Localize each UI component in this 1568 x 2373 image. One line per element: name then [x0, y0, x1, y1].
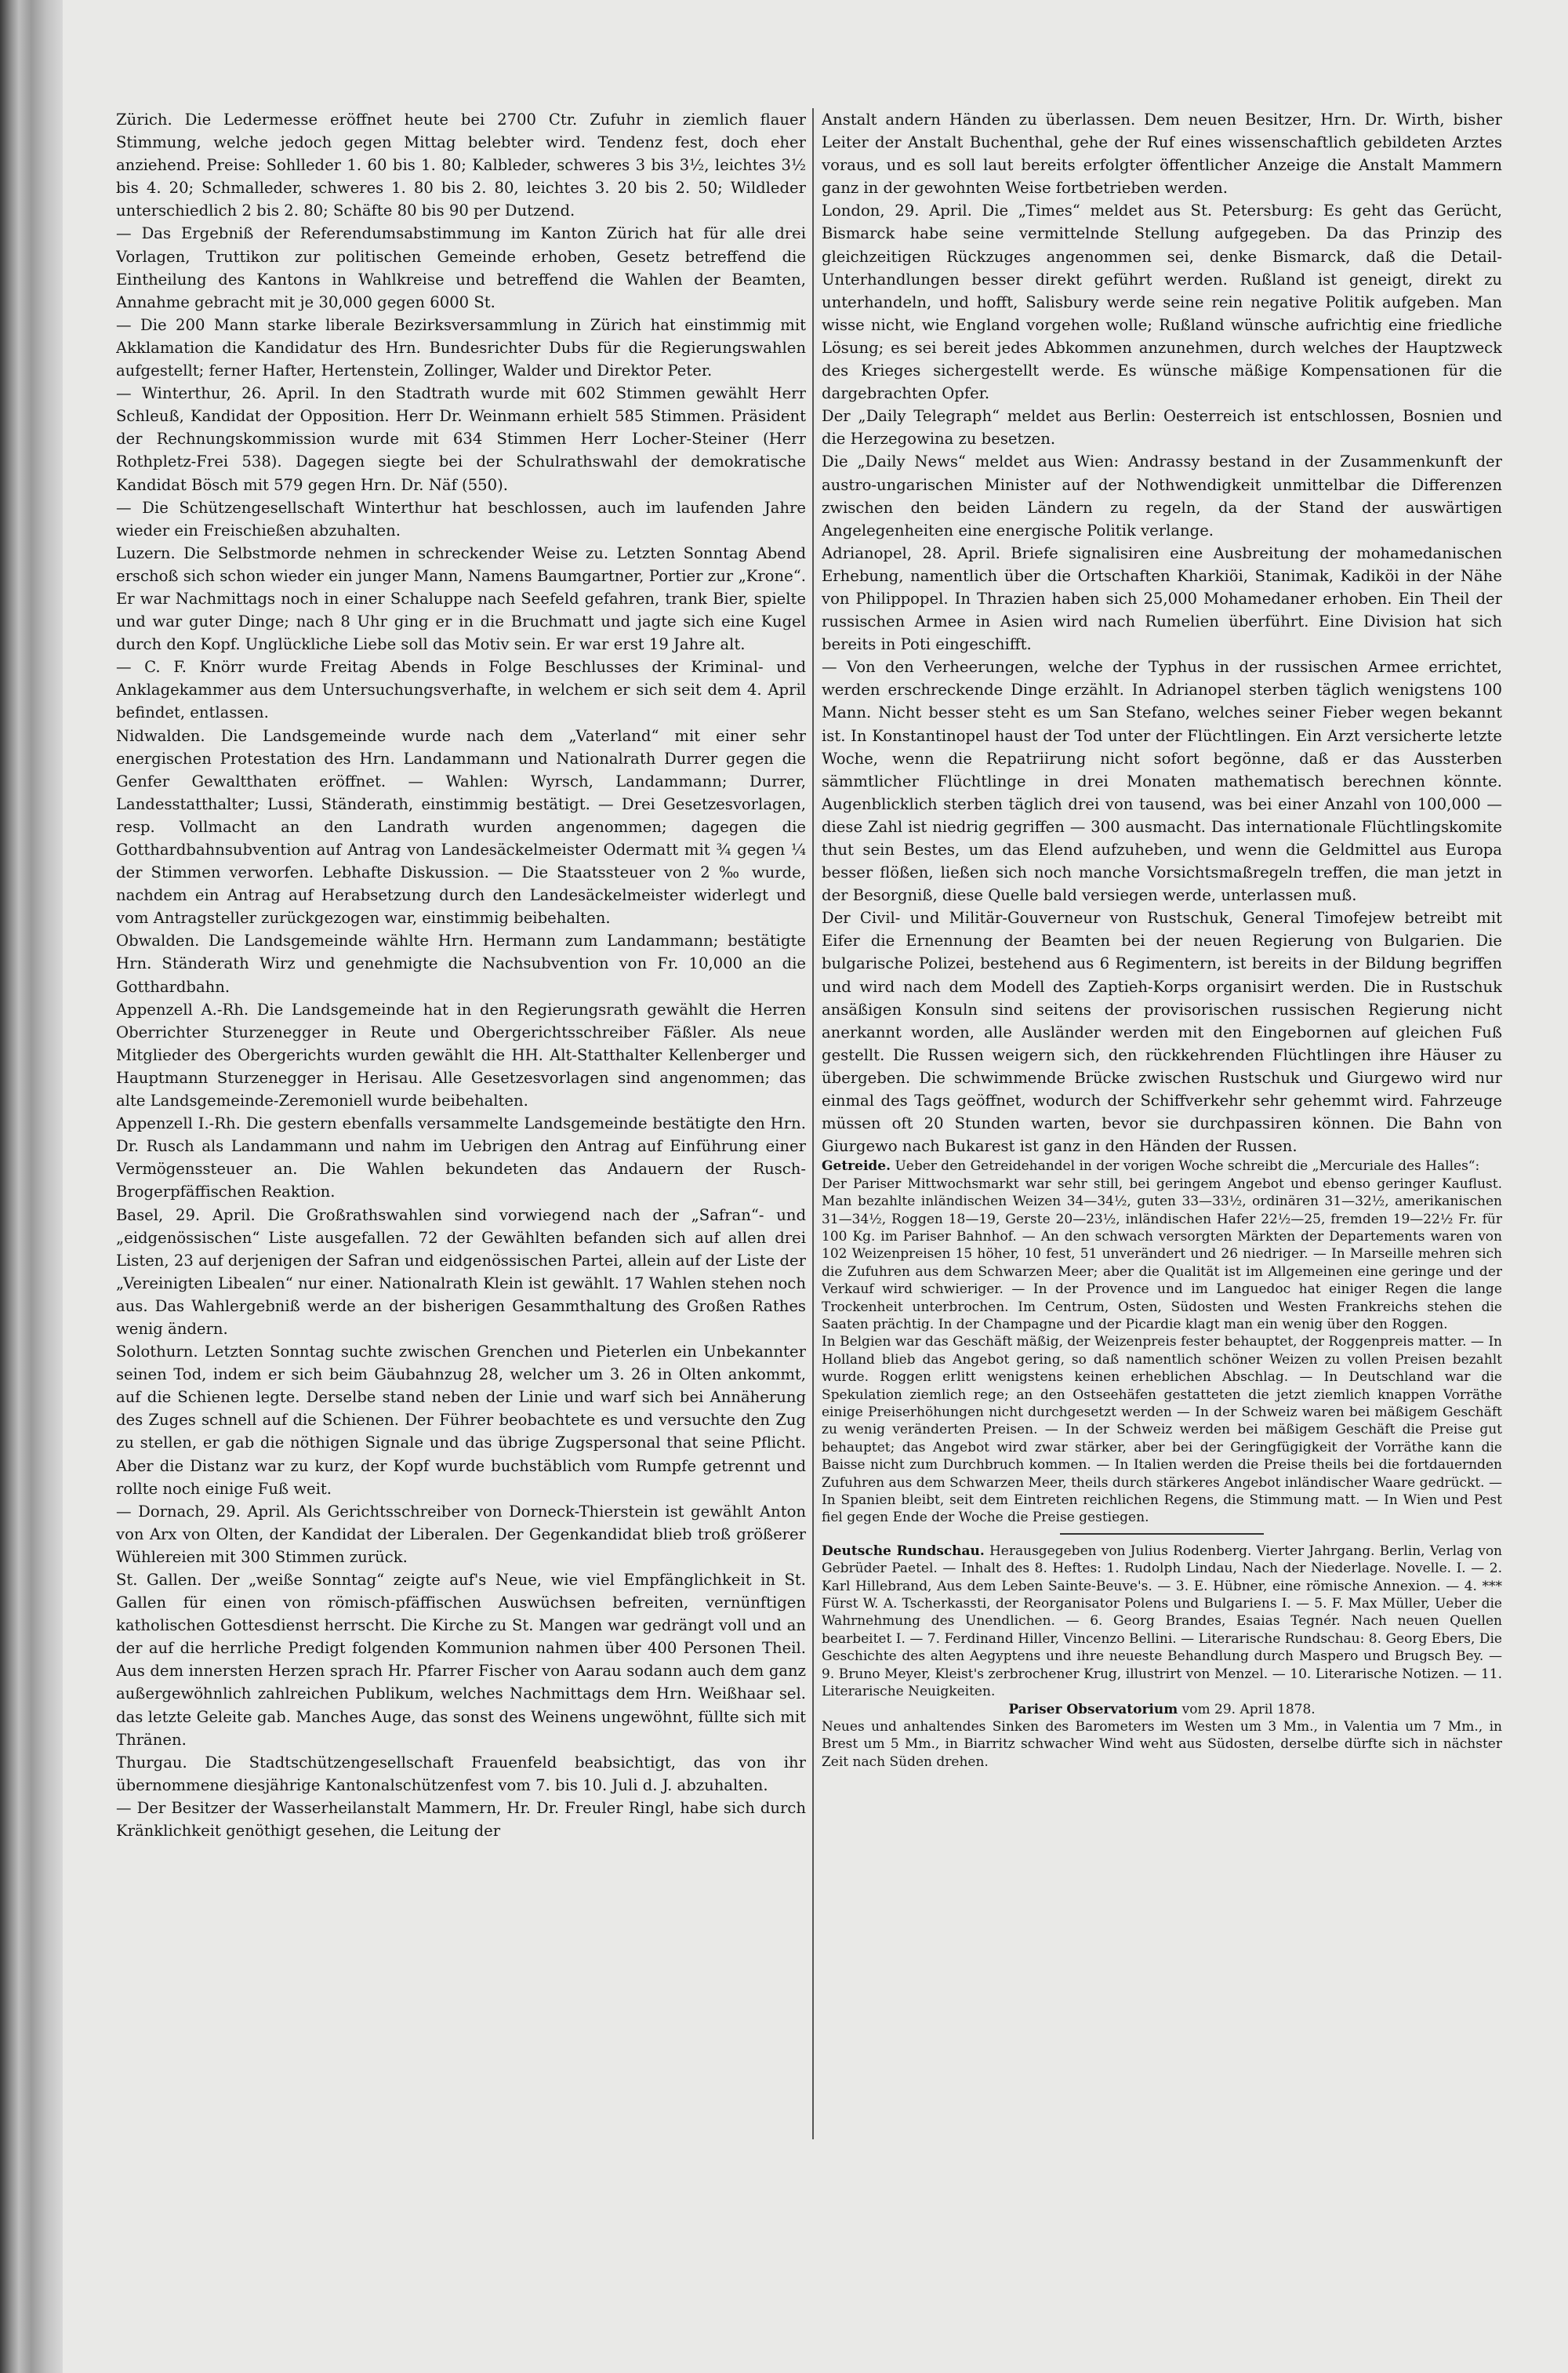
observatory-title	[822, 1701, 1502, 1718]
article-paragraph: Basel, 29. April. Die Großrathswahlen sind vorwiegend nach der „Safran“- und „eidgenössischen“ Liste ausgefallen. 72 der Gewählten befanden sich auf allen drei Listen, 23 auf derjenigen der Safran und eidgenössischen Partei, allein auf der Liste der „Vereinigten Libealen“ nur einer. Nationalrath Klein ist gewählt. 17 Wahlen stehen noch aus. Das Wahlergebniß werde an der bisherigen Gesammthaltung des Großen Rathes wenig ändern.	[116, 1205, 806, 1338]
article-paragraph: — Winterthur, 26. April. In den Stadtrath wurde mit 602 Stimmen gewählt Herr Schleuß, Kandidat der Opposition. Herr Dr. Weinmann erhielt 585 Stimmen. Präsident der Rechnungskommission wurde mit 634 Stimmen Herr Locher-Steiner (Herr Rothpletz-Frei 538). Dagegen siegte bei der Schulrathswahl der demokratische Kandidat Bösch mit 579 gegen Hrn. Dr. Näf (550).	[116, 384, 806, 494]
article-paragraph: St. Gallen. Der „weiße Sonntag“ zeigte auf's Neue, wie viel Empfänglichkeit in St. Gallen für einen von römisch-pfäffischen Auswüchsen befreiten, vernünftigen katholischen Gottesdienst herrscht. Die Kirche zu St. Mangen war gedrängt voll und an der auf die herrliche Predigt folgenden Kommunion nahmen über 400 Personen Theil. Aus dem innersten Herzen sprach Hr. Pfarrer Fischer von Aarau sodann auch dem ganz außergewöhnlich zahlreichen Publikum, welches Nachmittags dem Hrn. Weißhaar sel. das letzte Geleite gab. Manches Auge, das sonst des Weinens ungewöhnt, füllte sich mit Thränen.	[116, 1571, 806, 1749]
article-paragraph: Die „Daily News“ meldet aus Wien: Andrassy bestand in der Zusammenkunft der austro-ungarischen Minister auf der Nothwendigkeit unmittelbar die Differenzen zwischen den beiden Ländern zu regeln, da der Stand der auswärtigen Angelegenheiten eine energische Politik verlange.	[822, 452, 1502, 540]
observatory-notice	[822, 1701, 1502, 1772]
article-paragraph: Appenzell I.-Rh. Die gestern ebenfalls versammelte Landsgemeinde bestätigte den Hrn. Dr. Rusch als Landammann und nahm im Uebrigen den Antrag auf Einführung einer Vermögenssteuer an. Die Wahlen bekundeten das Andauern der Rusch-Brogerpfäffischen Reaktion.	[116, 1114, 806, 1201]
article-paragraph: Anstalt andern Händen zu überlassen. Dem neuen Besitzer, Hrn. Dr. Wirth, bisher Leiter der Anstalt Buchenthal, gehe der Ruf eines wissenschaftlich gebildeten Arztes voraus, und es soll laut bereits erfolgter öffentlicher Anzeige die Anstalt Mammern ganz in der gewohnten Weise fortbetrieben werden.	[822, 111, 1502, 198]
article-paragraph: London, 29. April. Die „Times“ meldet aus St. Petersburg: Es geht das Gerücht, Bismarck habe seine vermittelnde Stellung aufgegeben. Da das Prinzip des gleichzeitigen Rückzuges angenommen sei, denke Bismarck, daß die Detail-Unterhandlungen besser direkt geführt werden. Rußland ist geneigt, direkt zu unterhandeln, und hofft, Salisbury werde seine rein negative Politik aufgeben. Man wisse nicht, wie England vorgehen wolle; Rußland wünsche aufrichtig eine friedliche Lösung; es sei bereit jedes Abkommen anzunehmen, durch welches der Hauptzweck des Krieges sichergestellt werde. Es wünsche mäßige Kompensationen für die dargebrachten Opfer.	[822, 202, 1502, 403]
article-paragraph: — Dornach, 29. April. Als Gerichtsschreiber von Dorneck-Thierstein ist gewählt Anton von Arx von Olten, der Kandidat der Liberalen. Der Gegenkandidat blieb troß größerer Wühlereien mit 300 Stimmen zurück.	[116, 1502, 806, 1566]
right-column	[822, 108, 1502, 2147]
article-paragraph: — Von den Verheerungen, welche der Typhus in der russischen Armee errichtet, werden erschreckende Dinge erzählt. In Adrianopel sterben täglich wenigstens 100 Mann. Nicht besser steht es um San Stefano, welches seiner Fieber wegen bekannt ist. In Konstantinopel haust der Tod unter der Flüchtlingen. Ein Arzt versicherte letzte Woche, wenn die Repatriirung nicht sofort begönne, daß er das Aussterben sämmtlicher Flüchtlinge in drei Monaten mathematisch berechnen könnte. Augenblicklich sterben täglich drei von tausend, was bei einer Anzahl von 100,000 — diese Zahl ist niedrig gegriffen — 300 ausmacht. Das internationale Flüchtlingskomite thut sein Bestes, um das Elend aufzuheben, und wenn die Geldmittel aus Europa besser flößen, ließen sich noch manche Vorsichtsmaßregeln treffen, die man jetzt in der Besorgniß, diese Quelle bald versiegen werde, unterlassen muß.	[822, 658, 1502, 905]
article-paragraph: Obwalden. Die Landsgemeinde wählte Hrn. Hermann zum Landammann; bestätigte Hrn. Ständerath Wirz und genehmigte die Nachsubvention von Fr. 10,000 an die Gotthardbahn.	[116, 932, 806, 996]
book-gutter	[0, 0, 63, 2373]
market-lead: Getreide.	[822, 1158, 891, 1175]
article-paragraph: Solothurn. Letzten Sonntag suchte zwischen Grenchen und Pieterlen ein Unbekannter seinen Tod, indem er sich beim Gäubahnzug 28, welcher um 3. 26 in Olten ankommt, auf die Schienen legte. Derselbe stand neben der Linie und warf sich bei Annäherung des Zuges schnell auf die Schienen. Der Führer beobachtete es und versuchte den Zug zu stellen, er gab die nöthigen Signale und das übrige Zugspersonal that seine Pflicht. Aber die Distanz war zu kurz, der Kopf wurde buchstäblich vom Rumpfe getrennt und rollte noch einige Fuß weit.	[116, 1343, 806, 1498]
market-report	[822, 1157, 1502, 1527]
review-body: Herausgegeben von Julius Rodenberg. Vierter Jahrgang. Berlin, Verlag von Gebrüder Paetel. — Inhalt des 8. Heftes: 1. Rudolph Lindau, Nach der Niederlage. Novelle. I. — 2. Karl Hillebrand, Aus dem Leben Sainte-Beuve's. — 3. E. Hübner, eine römische Annexion. — 4. *** Fürst W. A. Tscherkassti, der Reorganisator Polens und Bulgariens I. — 5. F. Max Müller, Ueber die Wahrnehmung des Unendlichen. — 6. Georg Brandes, Esaias Tegnér. Nach neuen Quellen bearbeitet I. — 7. Ferdinand Hiller, Vincenzo Bellini. — Literarische Rundschau: 8. Georg Ebers, Die Geschichte des alten Aegyptens und ihre neueste Behandlung durch Maspero und Brugsch Bey. — 9. Bruno Meyer, Kleist's zerbrochener Krug, illustrirt von Menzel. — 10. Literarische Notizen. — 11. Literarische Neuigkeiten.	[822, 1543, 1502, 1700]
review-lead: Deutsche Rundschau.	[822, 1543, 985, 1559]
market-paragraph: In Belgien war das Geschäft mäßig, der Weizenpreis fester behauptet, der Roggenpreis matter. — In Holland blieb das Angebot gering, so daß namentlich schöner Weizen zu vollen Preisen bezahlt wurde. Roggen erlitt wenigstens keinen erheblichen Abschlag. — In Deutschland war die Spekulation ziemlich rege; an den Ostseehäfen gestatteten die jetzt ziemlich knappen Vorräthe einige Preiserhöhungen nicht durchgesetzt werden — In der Schweiz waren bei mäßigem Geschäft zu wenig veränderten Preisen. — In der Schweiz werden bei mäßigem Geschäft die Preise gut behauptet; das Angebot wird zwar stärker, aber bei der Geringfügigkeit der Vorräthe kann die Baisse nicht zum Durchbruch kommen. — In Italien werden die Preise theils bei die fortdauernden Zufuhren aus dem Schwarzen Meer, theils durch stärkeres Angebot inländischer Waare gedrückt. — In Spanien bleibt, seit dem Eintreten reichlichen Regens, die Stimmung matt. — In Wien und Pest fiel gegen Ende der Woche die Preise gestiegen.	[822, 1334, 1502, 1526]
article-paragraph: — C. F. Knörr wurde Freitag Abends in Folge Beschlusses der Kriminal- und Anklagekammer aus dem Untersuchungsverhafte, in welchem er sich seit dem 4. April befindet, entlassen.	[116, 658, 806, 722]
article-paragraph: Der „Daily Telegraph“ meldet aus Berlin: Oesterreich ist entschlossen, Bosnien und die Herzegowina zu besetzen.	[822, 407, 1502, 449]
market-intro	[822, 1157, 1502, 1175]
market-paragraph: Der Pariser Mittwochsmarkt war sehr still, bei geringem Angebot und ebenso geringer Kauflust. Man bezahlte inländischen Weizen 34—34½, guten 33—33½, ordinären 31—32½, amerikanischen 31—34½, Roggen 18—19, Gerste 20—23½, inländischen Hafer 22½—25, fremden 19—22½ Fr. für 100 Kg. im Pariser Bahnhof. — An den schwach versorgten Märkten der Departements waren von 102 Weizenpreisen 15 höher, 10 fest, 51 unverändert und 26 niedriger. — In Marseille mehren sich die Zufuhren aus dem Schwarzen Meer; aber die Qualität ist im Allgemeinen eine geringe und der Verkauf wird schwieriger. — In der Provence und im Languedoc hat einiger Regen die lange Trockenheit unterbrochen. Im Centrum, Osten, Südosten und Westen Frankreichs stehen die Saaten prächtig. In der Champagne und der Picardie klagt man ein wenig über den Roggen.	[822, 1176, 1502, 1332]
article-paragraph: Thurgau. Die Stadtschützengesellschaft Frauenfeld beabsichtigt, das von ihr übernommene diesjährige Kantonalschützenfest vom 7. bis 10. Juli d. J. abzuhalten.	[116, 1753, 806, 1794]
article-paragraph: — Die Schützengesellschaft Winterthur hat beschlossen, auch im laufenden Jahre wieder ein Freischießen abzuhalten.	[116, 498, 806, 540]
section-rule	[1060, 1533, 1264, 1535]
article-paragraph: Zürich. Die Ledermesse eröffnet heute bei 2700 Ctr. Zufuhr in ziemlich flauer Stimmung, welche jedoch gegen Mittag belebter wird. Tendenz fest, doch eher anziehend. Preise: Sohlleder 1. 60 bis 1. 80; Kalbleder, schweres 3 bis 3½, leichtes 3½ bis 4. 20; Schmalleder, schweres 1. 80 bis 2. 80, leichtes 3. 20 bis 2. 50; Wildleder unterschiedlich 2 bis 2. 80; Schäfte 80 bis 90 per Dutzend.	[116, 111, 806, 220]
market-intro-text: Ueber den Getreidehandel in der vorigen Woche schreibt die „Mercuriale des Halles“:	[891, 1158, 1480, 1175]
left-column	[116, 108, 806, 2147]
observatory-title-rest: vom 29. April 1878.	[1178, 1701, 1316, 1717]
observatory-text: Neues und anhaltendes Sinken des Barometers im Westen um 3 Mm., in Valentia um 7 Mm., in Brest um 5 Mm., in Biarritz schwacher Wind weht aus Südosten, derselbe dürfte sich in nächster Zeit nach Süden drehen.	[822, 1718, 1502, 1770]
article-paragraph: — Das Ergebniß der Referendumsabstimmung im Kanton Zürich hat für alle drei Vorlagen, Truttikon zur politischen Gemeinde erhoben, Gesetz betreffend die Eintheilung des Kantons in Wahlkreise und betreffend die Wahlen der Beamten, Annahme gebracht mit je 30,000 gegen 6000 St.	[116, 224, 806, 311]
article-paragraph: Adrianopel, 28. April. Briefe signalisiren eine Ausbreitung der mohamedanischen Erhebung, namentlich über die Ortschaften Kharkiöi, Stanimak, Kadiköi in der Nähe von Philippopel. In Thrazien haben sich 25,000 Mohamedaner erhoben. Ein Theil der russischen Armee in Asien wird nach Rumelien überführt. Eine Division hat sich bereits in Poti eingeschifft.	[822, 543, 1502, 654]
review-notice	[822, 1543, 1502, 1701]
observatory-lead: Pariser Observatorium	[1008, 1701, 1178, 1717]
review-text	[822, 1543, 1502, 1701]
article-paragraph: — Die 200 Mann starke liberale Bezirksversammlung in Zürich hat einstimmig mit Akklamation die Kandidatur des Hrn. Bundesrichter Dubs für die Regierungswahlen aufgestellt; ferner Hafter, Hertenstein, Zollinger, Walder und Direktor Peter.	[116, 315, 806, 380]
article-paragraph: Nidwalden. Die Landsgemeinde wurde nach dem „Vaterland“ mit einer sehr energischen Protestation des Hrn. Landammann und Nationalrath Durrer gegen die Genfer Gewaltthaten eröffnet. — Wahlen: Wyrsch, Landammann; Durrer, Landesstatthalter; Lussi, Ständerath, einstimmig bestätigt. — Drei Gesetzesvorlagen, resp. Vollmacht an den Landrath wurden angenommen; dagegen die Gotthardbahnsubvention auf Antrag von Landesäckelmeister Odermatt mit ¾ gegen ¼ der Stimmen verworfen. Lebhafte Diskussion. — Die Staatssteuer von 2 ‰ wurde, nachdem ein Antrag auf Herabsetzung durch den Landesäckelmeister widerlegt und vom Antragsteller zurückgezogen war, einstimmig beibehalten.	[116, 726, 806, 928]
article-paragraph: Appenzell A.-Rh. Die Landsgemeinde hat in den Regierungsrath gewählt die Herren Oberrichter Sturzenegger in Reute und Obergerichtsschreiber Fäßler. Als neue Mitglieder des Obergerichts wurden gewählt die HH. Alt-Statthalter Kellenberger und Hauptmann Sturzenegger in Herisau. Alle Gesetzesvorlagen sind angenommen; das alte Landsgemeinde-Zeremoniell wurde beibehalten.	[116, 1000, 806, 1110]
article-paragraph: Luzern. Die Selbstmorde nehmen in schreckender Weise zu. Letzten Sonntag Abend erschoß sich schon wieder ein junger Mann, Namens Baumgartner, Portier zur „Krone“. Er war Nachmittags noch in einer Schaluppe nach Seefeld gefahren, trank Bier, spielte und war guter Dinge; nach 8 Uhr ging er in die Bruchmatt und jagte sich eine Kugel durch den Kopf. Unglückliche Liebe soll das Motiv sein. Er war erst 19 Jahre alt.	[116, 543, 806, 654]
article-paragraph: Der Civil- und Militär-Gouverneur von Rustschuk, General Timofejew betreibt mit Eifer die Ernennung der Beamten bei der neuen Regierung von Bulgarien. Die bulgarische Polizei, bestehend aus 6 Regimentern, ist bereits in der Bildung begriffen und wird nach dem Modell des Zaptieh-Korps organisirt werden. Die in Rustschuk ansäßigen Konsuln sind seitens der provisorischen russischen Regierung nicht anerkannt worden, alle Ausländer werden mit den Eingebornen auf gleichen Fuß gestellt. Die Russen weigern sich, den rückkehrenden Flüchtlingen ihre Häuser zu übergeben. Die schwimmende Brücke zwischen Rustschuk und Giurgewo wird nur einmal des Tags geöffnet, wodurch der Schiffverkehr sehr gehemmt wird. Fahrzeuge müssen oft 20 Stunden warten, bevor sie durchpassiren können. Die Bahn von Giurgewo nach Bukarest ist ganz in den Händen der Russen.	[822, 909, 1502, 1156]
column-rule	[812, 108, 814, 2139]
article-paragraph: — Der Besitzer der Wasserheilanstalt Mammern, Hr. Dr. Freuler Ringl, habe sich durch Kränklichkeit genöthigt gesehen, die Leitung der	[116, 1798, 806, 1841]
